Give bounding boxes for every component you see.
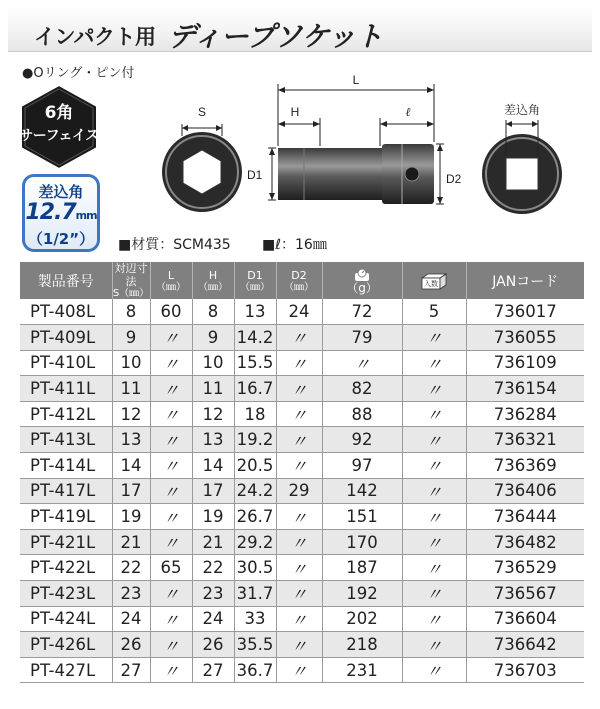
cell-l: 〃 [150, 657, 192, 683]
dim-label-d2: D2 [446, 172, 462, 186]
cell-h: 24 [192, 606, 234, 632]
cell-jan: 736284 [466, 401, 584, 427]
table-row [20, 632, 584, 658]
header-d2: D2 （㎜） [276, 262, 322, 299]
cell-jan: 736321 [466, 427, 584, 453]
header-quantity [402, 262, 466, 299]
cell-weight: 170 [322, 529, 402, 555]
cell-jan: 736642 [466, 632, 584, 658]
cell-quantity: 〃 [402, 350, 466, 376]
cell-part-no: PT-409L [20, 325, 112, 351]
cell-d1: 31.7 [234, 581, 276, 607]
cell-d1: 29.2 [234, 529, 276, 555]
cell-jan: 736604 [466, 606, 584, 632]
cell-s: 14 [112, 453, 150, 479]
cell-weight: 79 [322, 325, 402, 351]
cell-h: 9 [192, 325, 234, 351]
cell-quantity: 〃 [402, 555, 466, 581]
dim-label-ell: ℓ [405, 105, 411, 119]
cell-weight: 202 [322, 606, 402, 632]
cell-l: 〃 [150, 350, 192, 376]
dim-label-l: L [352, 73, 360, 87]
cell-part-no: PT-421L [20, 529, 112, 555]
cell-d1: 36.7 [234, 657, 276, 683]
cell-quantity: 〃 [402, 529, 466, 555]
cell-d1: 24.2 [234, 478, 276, 504]
title-prefix: インパクト用 [34, 25, 156, 49]
cell-s: 17 [112, 478, 150, 504]
cell-part-no: PT-412L [20, 401, 112, 427]
cell-l: 〃 [150, 529, 192, 555]
cell-h: 12 [192, 401, 234, 427]
table-row [20, 427, 584, 453]
cell-d1: 35.5 [234, 632, 276, 658]
cell-l: 60 [150, 299, 192, 325]
cell-quantity: 〃 [402, 427, 466, 453]
cell-quantity: 5 [402, 299, 466, 325]
cell-weight: 192 [322, 581, 402, 607]
cell-weight: 92 [322, 427, 402, 453]
cell-quantity: 〃 [402, 401, 466, 427]
cell-part-no: PT-408L [20, 299, 112, 325]
table-row [20, 350, 584, 376]
table-row [20, 299, 584, 325]
cell-part-no: PT-419L [20, 504, 112, 530]
cell-weight: 82 [322, 376, 402, 402]
cell-d2: 〃 [276, 350, 322, 376]
table-row [20, 453, 584, 479]
cell-quantity: 〃 [402, 504, 466, 530]
cell-l: 〃 [150, 478, 192, 504]
socket-diagram [110, 66, 590, 226]
cell-d2: 〃 [276, 376, 322, 402]
cell-s: 19 [112, 504, 150, 530]
cell-part-no: PT-424L [20, 606, 112, 632]
cell-quantity: 〃 [402, 478, 466, 504]
cell-s: 12 [112, 401, 150, 427]
drive-badge-inch: （1/2”） [27, 230, 95, 248]
cell-s: 22 [112, 555, 150, 581]
cell-d2: 〃 [276, 453, 322, 479]
cell-jan: 736109 [466, 350, 584, 376]
box-icon [419, 271, 449, 291]
svg-text:入数: 入数 [424, 279, 438, 288]
dim-label-h: H [290, 105, 300, 119]
cell-part-no: PT-410L [20, 350, 112, 376]
cell-h: 14 [192, 453, 234, 479]
cell-weight: 〃 [322, 350, 402, 376]
cell-l: 〃 [150, 581, 192, 607]
header-d1: D1 （㎜） [234, 262, 276, 299]
cell-h: 11 [192, 376, 234, 402]
cell-d1: 19.2 [234, 427, 276, 453]
cell-s: 21 [112, 529, 150, 555]
cell-d2: 〃 [276, 401, 322, 427]
cell-jan: 736017 [466, 299, 584, 325]
header-weight: （g） [322, 262, 402, 299]
cell-jan: 736703 [466, 657, 584, 683]
length-note: ■ℓ：16㎜ [262, 237, 327, 253]
cell-part-no: PT-422L [20, 555, 112, 581]
dim-label-drive: 差込角 [503, 103, 541, 117]
front-view [162, 105, 242, 212]
page-title: ディープソケット [168, 20, 383, 53]
cell-quantity: 〃 [402, 453, 466, 479]
cell-part-no: PT-417L [20, 478, 112, 504]
cell-quantity: 〃 [402, 657, 466, 683]
cell-s: 11 [112, 376, 150, 402]
cell-d2: 〃 [276, 504, 322, 530]
cell-d1: 15.5 [234, 350, 276, 376]
cell-d2: 〃 [276, 606, 322, 632]
cell-d2: 〃 [276, 657, 322, 683]
cell-h: 13 [192, 427, 234, 453]
dim-label-d1: D1 [247, 168, 263, 182]
drive-size-badge [22, 174, 100, 252]
title-bar [8, 6, 592, 52]
cell-d2: 〃 [276, 427, 322, 453]
cell-s: 27 [112, 657, 150, 683]
cell-s: 10 [112, 350, 150, 376]
table-header-row [20, 262, 584, 299]
table-row [20, 325, 584, 351]
cell-weight: 151 [322, 504, 402, 530]
cell-quantity: 〃 [402, 606, 466, 632]
cell-d1: 30.5 [234, 555, 276, 581]
side-view [247, 73, 462, 204]
cell-d1: 18 [234, 401, 276, 427]
cell-weight: 142 [322, 478, 402, 504]
socket-drawing [110, 66, 590, 226]
table-row [20, 657, 584, 683]
cell-weight: 218 [322, 632, 402, 658]
cell-s: 23 [112, 581, 150, 607]
cell-weight: 72 [322, 299, 402, 325]
cell-d2: 〃 [276, 325, 322, 351]
cell-part-no: PT-413L [20, 427, 112, 453]
cell-d2: 〃 [276, 581, 322, 607]
table-row [20, 529, 584, 555]
cell-jan: 736369 [466, 453, 584, 479]
cell-h: 10 [192, 350, 234, 376]
cell-l: 〃 [150, 632, 192, 658]
cell-jan: 736444 [466, 504, 584, 530]
cell-s: 26 [112, 632, 150, 658]
cell-jan: 736482 [466, 529, 584, 555]
table-row [20, 401, 584, 427]
cell-part-no: PT-427L [20, 657, 112, 683]
cell-d1: 20.5 [234, 453, 276, 479]
cell-weight: 187 [322, 555, 402, 581]
cell-part-no: PT-411L [20, 376, 112, 402]
cell-quantity: 〃 [402, 632, 466, 658]
cell-quantity: 〃 [402, 581, 466, 607]
cell-l: 〃 [150, 325, 192, 351]
back-view [482, 102, 562, 214]
cell-d2: 24 [276, 299, 322, 325]
header-h: H （㎜） [192, 262, 234, 299]
cell-d2: 29 [276, 478, 322, 504]
cell-h: 26 [192, 632, 234, 658]
cell-l: 〃 [150, 453, 192, 479]
drive-badge-label: 差込角 [38, 183, 84, 201]
cell-d1: 26.7 [234, 504, 276, 530]
cell-l: 〃 [150, 504, 192, 530]
cell-d2: 〃 [276, 529, 322, 555]
cell-s: 8 [112, 299, 150, 325]
header-l: L （㎜） [150, 262, 192, 299]
spec-table [20, 262, 584, 683]
cell-s: 13 [112, 427, 150, 453]
cell-jan: 736154 [466, 376, 584, 402]
table-row [20, 581, 584, 607]
cell-d2: 〃 [276, 555, 322, 581]
cell-weight: 97 [322, 453, 402, 479]
hex-surface-badge [16, 82, 102, 172]
table-row [20, 606, 584, 632]
cell-h: 23 [192, 581, 234, 607]
material-note: ■材質：SCM435 [118, 237, 231, 253]
table-row [20, 478, 584, 504]
cell-jan: 736406 [466, 478, 584, 504]
cell-jan: 736055 [466, 325, 584, 351]
drive-badge-size [25, 200, 97, 225]
cell-quantity: 〃 [402, 376, 466, 402]
cell-d1: 16.7 [234, 376, 276, 402]
cell-h: 21 [192, 529, 234, 555]
cell-h: 17 [192, 478, 234, 504]
cell-weight: 231 [322, 657, 402, 683]
hex-badge-line2: サーフェイス [19, 128, 99, 144]
feature-note: ●Oリング・ピン付 [22, 66, 135, 81]
cell-s: 9 [112, 325, 150, 351]
cell-h: 19 [192, 504, 234, 530]
cell-jan: 736567 [466, 581, 584, 607]
cell-part-no: PT-423L [20, 581, 112, 607]
cell-d1: 14.2 [234, 325, 276, 351]
cell-d2: 〃 [276, 632, 322, 658]
cell-h: 27 [192, 657, 234, 683]
dim-label-s: S [197, 105, 207, 119]
drive-size-value: 12.7 [25, 200, 76, 225]
header-part-no: 製品番号 [20, 262, 112, 299]
table-row [20, 504, 584, 530]
header-jan: JANコード [466, 262, 584, 299]
scale-icon [354, 268, 370, 282]
hex-badge-line1: 6角 [44, 103, 74, 123]
cell-l: 〃 [150, 401, 192, 427]
cell-d1: 13 [234, 299, 276, 325]
cell-jan: 736529 [466, 555, 584, 581]
table-row [20, 376, 584, 402]
cell-l: 〃 [150, 427, 192, 453]
cell-part-no: PT-426L [20, 632, 112, 658]
cell-h: 8 [192, 299, 234, 325]
table-row [20, 555, 584, 581]
header-s: 対辺寸法 S（㎜） [112, 262, 150, 299]
cell-d1: 33 [234, 606, 276, 632]
cell-l: 65 [150, 555, 192, 581]
cell-part-no: PT-414L [20, 453, 112, 479]
cell-weight: 88 [322, 401, 402, 427]
drive-size-unit: mm [75, 209, 97, 222]
cell-l: 〃 [150, 606, 192, 632]
cell-quantity: 〃 [402, 325, 466, 351]
cell-h: 22 [192, 555, 234, 581]
cell-l: 〃 [150, 376, 192, 402]
cell-s: 24 [112, 606, 150, 632]
